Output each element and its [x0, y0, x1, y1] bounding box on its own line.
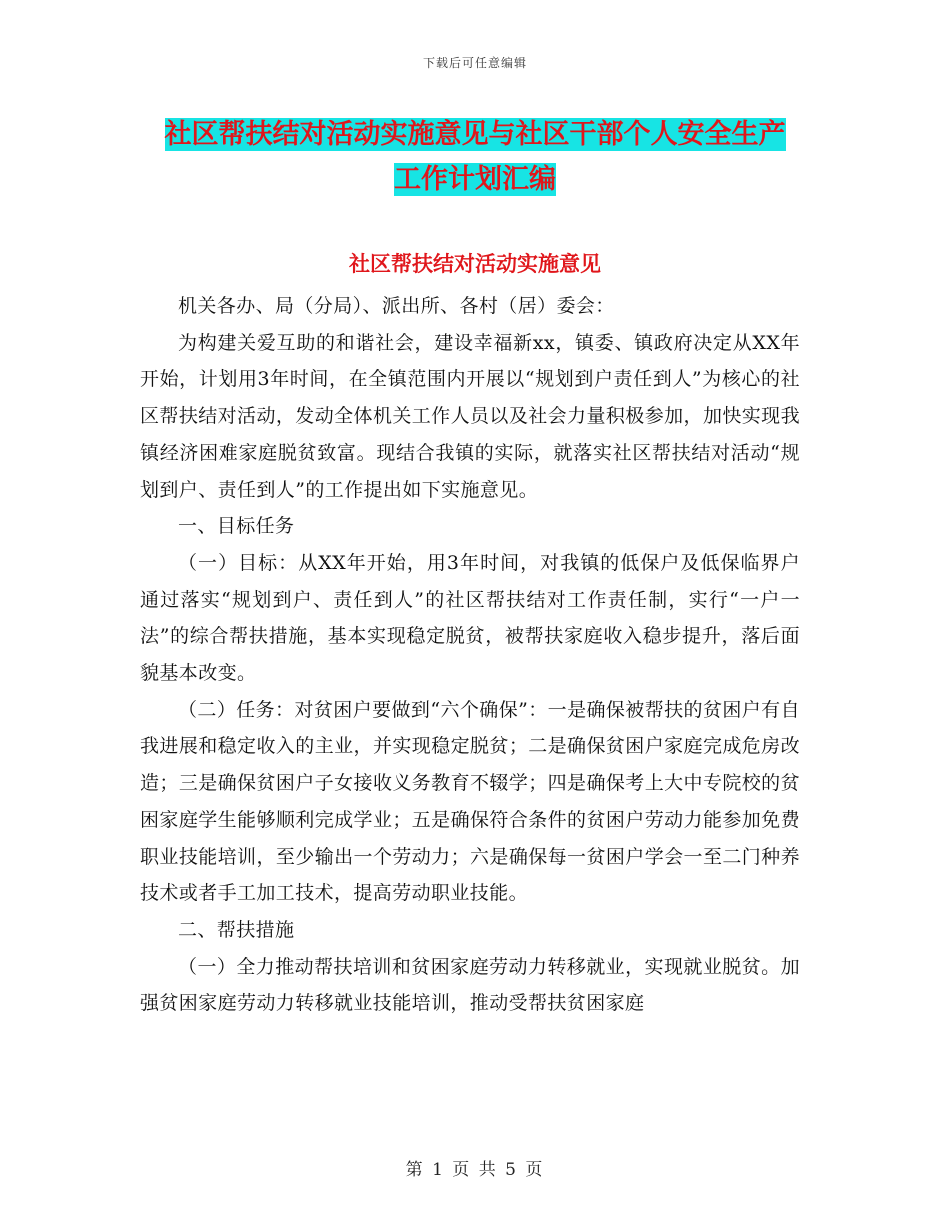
paragraph-measure-1: （一）全力推动帮扶培训和贫困家庭劳动力转移就业，实现就业脱贫。加强贫困家庭劳动力转移就业技能培训，推动受帮扶贫困家庭 [140, 955, 800, 1015]
paragraph-intro: 为构建关爱互助的和谐社会，建设幸福新xx，镇委、镇政府决定从XX年开始，计划用3年时间，在全镇范围内开展以“规划到户责任到人”为核心的社区帮扶结对活动，发动全体机关工作人员以及社会力量积极参加，加快实现我镇经济困难家庭脱贫致富。现结合我镇的实际，就落实社区帮扶结对活动“规划到户、责任到人”的工作提出如下实施意见。 [140, 331, 800, 501]
paragraph-goal: （一）目标：从XX年开始，用3年时间，对我镇的低保户及低保临界户通过落实“规划到户、责任到人”的社区帮扶结对工作责任制，实行“一户一法”的综合帮扶措施，基本实现稳定脱贫，被帮扶家庭收入稳步提升，落后面貌基本改变。 [140, 551, 800, 685]
document-title-line-2: 工作计划汇编 [394, 164, 556, 195]
section-title: 社区帮扶结对活动实施意见 [349, 252, 601, 276]
heading-objectives: 一、目标任务 [178, 515, 295, 538]
document-body [140, 288, 800, 1022]
document-title [150, 112, 800, 202]
paragraph-tasks: （二）任务：对贫困户要做到“六个确保”：一是确保被帮扶的贫困户有自我进展和稳定收入的主业，并实现稳定脱贫；二是确保贫困户家庭完成危房改造；三是确保贫困户子女接收义务教育不辍学；四是确保考上大中专院校的贫困家庭学生能够顺利完成学业；五是确保符合条件的贫困户劳动力能参加免费职业技能培训，至少输出一个劳动力；六是确保每一贫困户学会一至二门种养技术或者手工加工技术，提高劳动职业技能。 [140, 698, 800, 905]
heading-measures: 二、帮扶措施 [178, 918, 295, 941]
document-title-line-1: 社区帮扶结对活动实施意见与社区干部个人安全生产 [164, 119, 786, 150]
page-indicator: 第 1 页 共 5 页 [405, 1160, 545, 1180]
paragraph-salutation: 机关各办、局（分局）、派出所、各村（居）委会： [178, 295, 615, 317]
header-note: 下载后可任意编辑 [422, 56, 527, 70]
